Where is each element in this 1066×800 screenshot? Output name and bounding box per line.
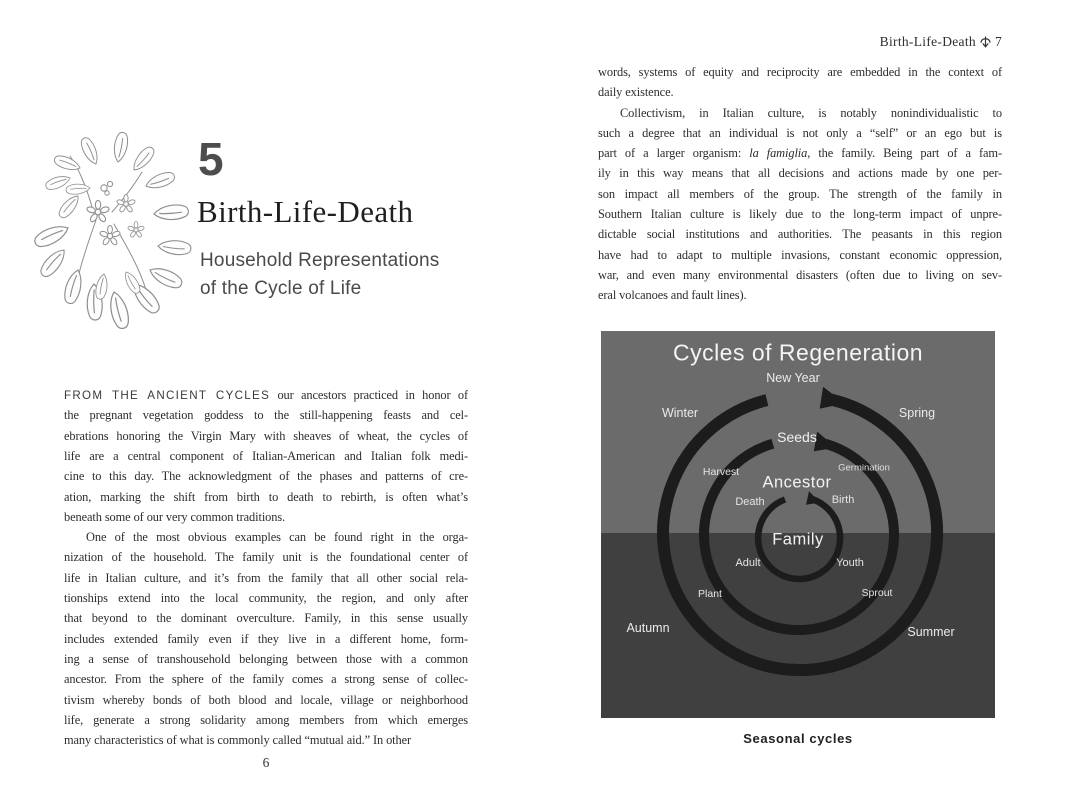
label-adult: Adult — [735, 557, 761, 569]
label-winter: Winter — [661, 406, 699, 420]
label-plant: Plant — [698, 588, 722, 600]
label-youth: Youth — [836, 557, 864, 569]
text-line: life are a central component of Italian-American and Italian folk medi- — [64, 448, 468, 463]
label-ancestor: Ancestor — [762, 473, 832, 492]
cycles-diagram-graphic — [601, 331, 995, 718]
text-line: ily in this way means that all decisions and actions made by one per- — [598, 166, 1002, 181]
text-line: life, generate a strong solidarity among members from which emerges — [64, 712, 468, 727]
text-line: tivism whereby bonds of both blood and locale, village or neighborhood — [64, 692, 468, 707]
left-page-body — [64, 385, 468, 750]
text-line: dictable social institutions and authorities. The peasants in this region — [598, 227, 1002, 242]
label-family: Family — [772, 530, 824, 549]
text-line: many characteristics of what is commonly called “mutual aid.” In other — [64, 733, 412, 748]
chapter-subtitle-line: Household Representations — [200, 250, 440, 271]
text-line: ation, marking the shift from birth to death to rebirth, is often what’s — [64, 489, 468, 504]
sprig-ornament-icon — [980, 35, 991, 52]
paragraph — [598, 62, 1002, 103]
text-line: FROM THE ANCIENT CYCLES our ancestors practiced in honor of — [64, 388, 468, 402]
label-death: Death — [735, 496, 765, 508]
text-line: eral volcanoes and fault lines). — [598, 288, 747, 303]
text-line: the pregnant vegetation goddess to the still-happening feasts and cel- — [64, 408, 468, 423]
text-line: Southern Italian culture is likely due to the long-term impact of unpre- — [598, 207, 1002, 222]
text-line: words, systems of equity and reciprocity are embedded in the context of — [598, 65, 1002, 79]
leadin-small-caps: FROM THE ANCIENT CYCLES — [64, 389, 271, 402]
label-new-year: New Year — [766, 371, 820, 385]
right-page-body — [598, 62, 1002, 306]
text-line: daily existence. — [598, 85, 674, 100]
figure-caption: Seasonal cycles — [743, 731, 853, 746]
text-line: part of a larger organism: la famiglia, the family. Being part of a fam- — [598, 146, 1002, 161]
left-page-number: 6 — [262, 755, 270, 770]
chapter-number: 5 — [198, 133, 224, 185]
running-header — [598, 34, 1002, 52]
paragraph — [64, 527, 468, 750]
cycles-diagram — [601, 331, 995, 718]
chapter-subtitle-line: of the Cycle of Life — [200, 278, 362, 299]
text-line: life in Italian culture, and it’s from the family that all other social rela- — [64, 570, 468, 585]
text-line: includes extended family even if they live in a different home, form- — [64, 631, 468, 646]
text-line: such a degree that an individual is not only a “self” or an ego but is — [598, 125, 1002, 140]
label-spring: Spring — [898, 406, 936, 420]
text-line: son impact all members of the group. The strength of the family in — [598, 186, 1002, 201]
label-autumn: Autumn — [626, 621, 670, 635]
text-line: that beyond to the dominant overculture. Family, in this sense usually — [64, 611, 468, 626]
chapter-subtitle — [200, 247, 440, 303]
diagram-title: Cycles of Regeneration — [672, 339, 924, 366]
label-harvest: Harvest — [702, 466, 740, 478]
paragraph — [598, 103, 1002, 306]
text-line: war, and even many environmental disasters (often due to living on sev- — [598, 267, 1002, 282]
text-line: have had to adapt to multiple invasions, constant economic oppression, — [598, 247, 1002, 262]
text-line: tionships extend into the local community, the region, and only after — [64, 591, 468, 606]
running-header-page-number: 7 — [994, 34, 1002, 49]
text-line: One of the most obvious examples can be found right in the orga- — [86, 530, 468, 545]
botanical-illustration — [34, 124, 194, 329]
text-line: Collectivism, in Italian culture, is notably nonindividualistic to — [620, 105, 1002, 120]
text-line: cine to this day. The acknowledgment of the phases and patterns of cre- — [64, 469, 468, 484]
paragraph — [64, 385, 468, 527]
label-summer: Summer — [907, 625, 955, 639]
text-line: ebrations honoring the Virgin Mary with sheaves of wheat, the cycles of — [64, 428, 468, 443]
text-line: ing a sense of transhousehold belonging between those with a common — [64, 651, 468, 666]
chapter-title: Birth-Life-Death — [197, 194, 414, 229]
running-header-title: Birth-Life-Death — [879, 34, 976, 49]
text-line: nization of the household. The family unit is the foundational center of — [64, 550, 468, 565]
text-line: beneath some of our very common traditions. — [64, 509, 286, 524]
label-sprout: Sprout — [861, 587, 893, 599]
label-seeds: Seeds — [777, 429, 817, 445]
label-birth: Birth — [831, 494, 855, 506]
label-germination: Germination — [838, 462, 890, 474]
text-line: ancestor. From the sphere of the family comes a strong sense of collec- — [64, 672, 468, 687]
